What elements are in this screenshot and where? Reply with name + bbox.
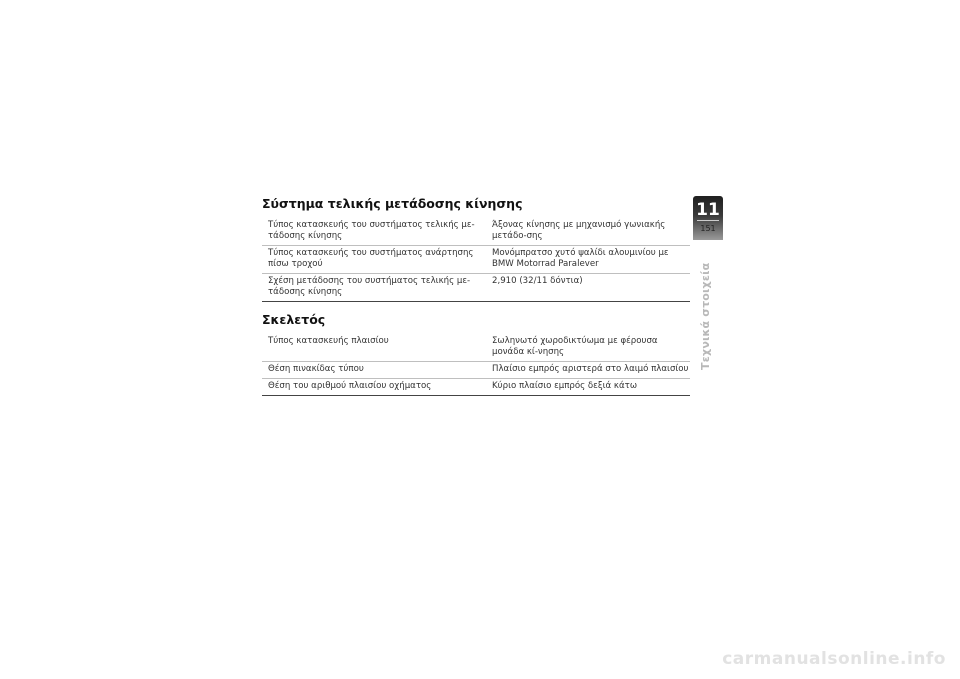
chapter-divider — [697, 220, 719, 221]
section-title-frame: Σκελετός — [262, 312, 326, 327]
spec-value: Κύριο πλαίσιο εμπρός δεξιά κάτω — [492, 381, 638, 391]
watermark: carmanualsonline.info — [722, 649, 946, 669]
chapter-tab — [693, 196, 723, 240]
spec-label: Τύπος κατασκευής του συστήματος τελικής με-τάδοσης κίνησης — [268, 220, 475, 241]
spec-label: Σχέση μετάδοσης του συστήματος τελικής με-τάδοσης κίνησης — [268, 276, 471, 297]
spec-value: 2,910 (32/11 δόντια) — [492, 276, 583, 286]
table-row — [262, 362, 690, 379]
spec-label: Θέση πινακίδας τύπου — [268, 364, 364, 374]
final-drive-spec-table — [262, 218, 690, 302]
table-row — [262, 379, 690, 396]
spec-label: Θέση του αριθμού πλαισίου οχήματος — [268, 381, 432, 391]
spec-label: Τύπος κατασκευής του συστήματος ανάρτησης πίσω τροχού — [268, 248, 474, 269]
section-title-final-drive: Σύστημα τελικής μετάδοσης κίνησης — [262, 196, 523, 211]
manual-content — [262, 196, 690, 396]
table-row — [262, 218, 690, 246]
table-row — [262, 334, 690, 362]
table-row — [262, 246, 690, 274]
page-number: 151 — [700, 224, 716, 233]
side-chapter-title: Τεχνικά στοιχεία — [699, 262, 712, 370]
frame-spec-table — [262, 334, 690, 396]
spec-value: Άξονας κίνησης με μηχανισμό γωνιακής μετάδο-σης — [492, 220, 666, 241]
spec-label: Τύπος κατασκευής πλαισίου — [268, 336, 389, 346]
spec-value: Σωληνωτό χωροδικτύωμα με φέρουσα μονάδα κί-νησης — [492, 336, 658, 357]
table-row — [262, 274, 690, 302]
spec-value: Πλαίσιο εμπρός αριστερά στο λαιμό πλαισίου — [492, 364, 689, 374]
chapter-number: 11 — [696, 200, 720, 220]
spec-value: Μονόμπρατσο χυτό ψαλίδι αλουμινίου με BMW Motorrad Paralever — [492, 248, 669, 269]
